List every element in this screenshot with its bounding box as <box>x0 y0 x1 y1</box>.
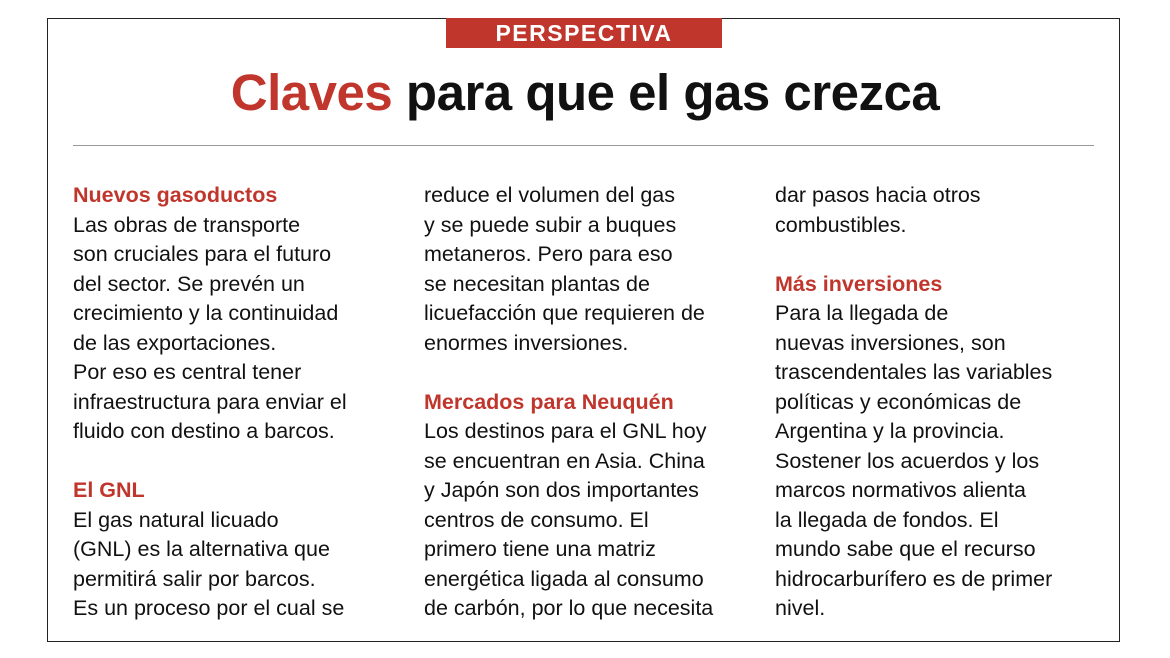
body-line: El gas natural licuado <box>73 507 279 532</box>
headline <box>0 58 1170 128</box>
body-line: se encuentran en Asia. China <box>424 448 705 473</box>
subheading-mas-inversiones: Más inversiones <box>775 271 943 296</box>
body-line: nuevas inversiones, son <box>775 330 1006 355</box>
body-line: licuefacción que requieren de <box>424 301 705 325</box>
body-line: (GNL) es la alternativa que <box>73 537 330 561</box>
body-line: políticas y económicas de <box>775 389 1022 414</box>
headline-accent: Claves <box>230 64 393 121</box>
body-line: enormes inversiones. <box>424 330 629 355</box>
divider-rule <box>73 145 1094 146</box>
body-line: mundo sabe que el recurso <box>775 537 1036 561</box>
column-1 <box>73 181 403 624</box>
body-line: Argentina y la provincia. <box>775 419 1005 443</box>
column-3 <box>775 181 1105 624</box>
body-line: trascendentales las variables <box>775 360 1053 384</box>
paragraph-gap <box>775 240 1105 270</box>
body-line: centros de consumo. El <box>424 507 649 532</box>
body-line: marcos normativos alienta <box>775 478 1026 502</box>
body-line: de carbón, por lo que necesita <box>424 596 714 620</box>
body-line: Para la llegada de <box>775 301 949 325</box>
body-line: y Japón son dos importantes <box>424 478 699 502</box>
body-line: dar pasos hacia otros <box>775 183 981 207</box>
body-line: son cruciales para el futuro <box>73 242 332 266</box>
body-line: del sector. Se prevén un <box>73 271 305 296</box>
subheading-mercados-neuquen: Mercados para Neuquén <box>424 389 674 414</box>
body-line: permitirá salir por barcos. <box>73 566 316 591</box>
body-line: la llegada de fondos. El <box>775 507 999 532</box>
body-line: Las obras de transporte <box>73 212 301 237</box>
body-line: primero tiene una matriz <box>424 537 656 561</box>
body-line: Es un proceso por el cual se <box>73 596 345 620</box>
body-line: fluido con destino a barcos. <box>73 419 335 443</box>
body-line: de las exportaciones. <box>73 330 277 355</box>
column-2 <box>424 181 754 624</box>
body-line: Por eso es central tener <box>73 360 302 384</box>
body-line: energética ligada al consumo <box>424 566 704 591</box>
body-line: combustibles. <box>775 212 907 237</box>
body-line: y se puede subir a buques <box>424 212 677 237</box>
paragraph-gap <box>73 447 403 477</box>
body-line: reduce el volumen del gas <box>424 183 675 207</box>
paragraph-gap <box>424 358 754 388</box>
body-line: crecimiento y la continuidad <box>73 301 339 325</box>
body-line: infraestructura para enviar el <box>73 389 347 414</box>
body-line: se necesitan plantas de <box>424 271 650 296</box>
body-line: metaneros. Pero para eso <box>424 242 673 266</box>
subheading-el-gnl: El GNL <box>73 478 145 502</box>
body-line: Sostener los acuerdos y los <box>775 448 1040 473</box>
body-line: Los destinos para el GNL hoy <box>424 419 707 443</box>
body-line: hidrocarburífero es de primer <box>775 566 1053 591</box>
body-line: nivel. <box>775 596 826 620</box>
subheading-nuevos-gasoductos: Nuevos gasoductos <box>73 183 278 207</box>
headline-rest: para que el gas crezca <box>405 64 940 121</box>
section-tag: PERSPECTIVA <box>446 18 722 48</box>
